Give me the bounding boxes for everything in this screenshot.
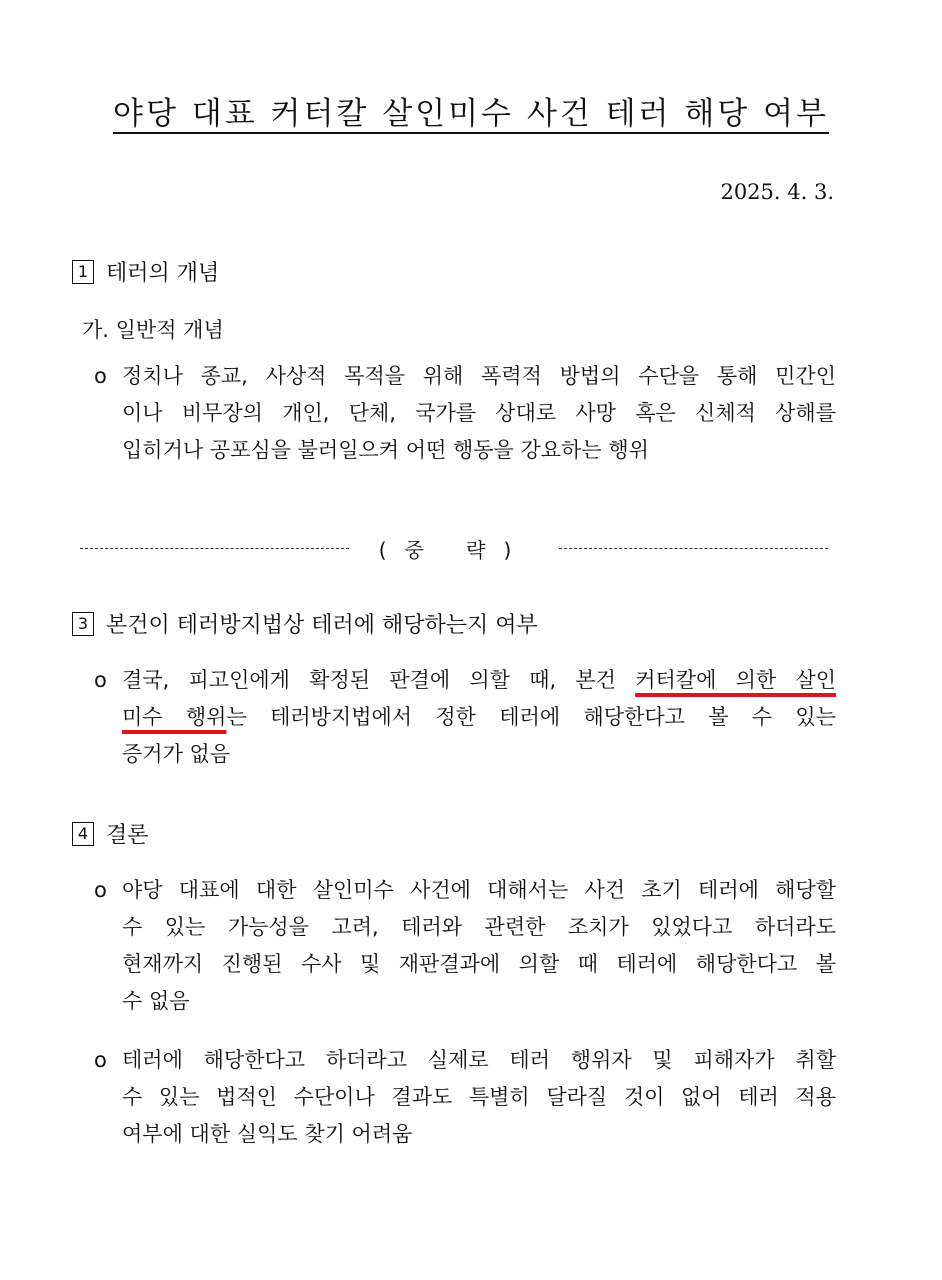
dashed-line-left	[80, 548, 349, 549]
text-line: 야당 대표에 대한 살인미수 사건에 대해서는 사건 초기 테러에 해당할	[122, 878, 836, 902]
text-line: 이나 비무장의 개인, 단체, 국가를 상대로 사망 혹은 신체적 상해를	[122, 401, 836, 425]
section-number-box: 1	[72, 260, 94, 284]
subsection-heading: 가. 일반적 개념	[82, 318, 224, 342]
section-number-box: 4	[72, 822, 94, 846]
text-line: 테러에 해당한다고 하더라고 실제로 테러 행위자 및 피해자가 취할	[122, 1048, 836, 1072]
dashed-line-right	[559, 548, 828, 549]
text-line: 입히거나 공포심을 불러일으켜 어떤 행동을 강요하는 행위	[122, 438, 649, 462]
red-underline-highlight: 미수 행위	[122, 705, 227, 729]
section-1-heading	[72, 256, 219, 287]
text-line: 수 없음	[122, 989, 190, 1013]
text-line: 결국, 피고인에게 확정된 판결에 의할 때, 본건 커터칼에 의한 살인	[122, 668, 836, 692]
red-underline-highlight: 커터칼에 의한 살인	[635, 668, 836, 692]
text-line: 미수 행위는 테러방지법에서 정한 테러에 해당한다고 볼 수 있는	[122, 705, 836, 729]
paragraph-finding	[94, 662, 836, 773]
paragraph-definition	[94, 358, 836, 469]
document-date: 2025. 4. 3.	[720, 180, 834, 204]
paragraph-conclusion-2	[94, 1042, 836, 1153]
text-line: 정치나 종교, 사상적 목적을 위해 폭력적 방법의 수단을 통해 민간인	[122, 364, 836, 388]
section-title: 테러의 개념	[106, 261, 220, 286]
text-line: 증거가 없음	[122, 742, 231, 766]
section-number-box: 3	[72, 612, 94, 636]
text-line: 수 있는 가능성을 고려, 테러와 관련한 조치가 있었다고 하더라도	[122, 915, 836, 939]
bullet-marker: o	[94, 364, 107, 388]
text-line: 현재까지 진행된 수사 및 재판결과에 의할 때 테러에 해당한다고 볼	[122, 952, 836, 976]
text-line: 수 있는 법적인 수단이나 결과도 특별히 달라질 것이 없어 테러 적용	[122, 1085, 836, 1109]
section-3-heading	[72, 608, 538, 639]
bullet-marker: o	[94, 1048, 107, 1072]
bullet-marker: o	[94, 668, 107, 692]
text-line: 여부에 대한 실익도 찾기 어려움	[122, 1122, 413, 1146]
section-title: 본건이 테러방지법상 테러에 해당하는지 여부	[106, 613, 538, 638]
section-title: 결론	[106, 823, 149, 848]
omission-label: (중 략)	[378, 538, 530, 562]
omission-divider	[80, 534, 828, 563]
paragraph-conclusion-1	[94, 872, 836, 1020]
document-title: 야당 대표 커터칼 살인미수 사건 테러 해당 여부	[113, 96, 829, 132]
section-4-heading	[72, 818, 149, 849]
bullet-marker: o	[94, 878, 107, 902]
